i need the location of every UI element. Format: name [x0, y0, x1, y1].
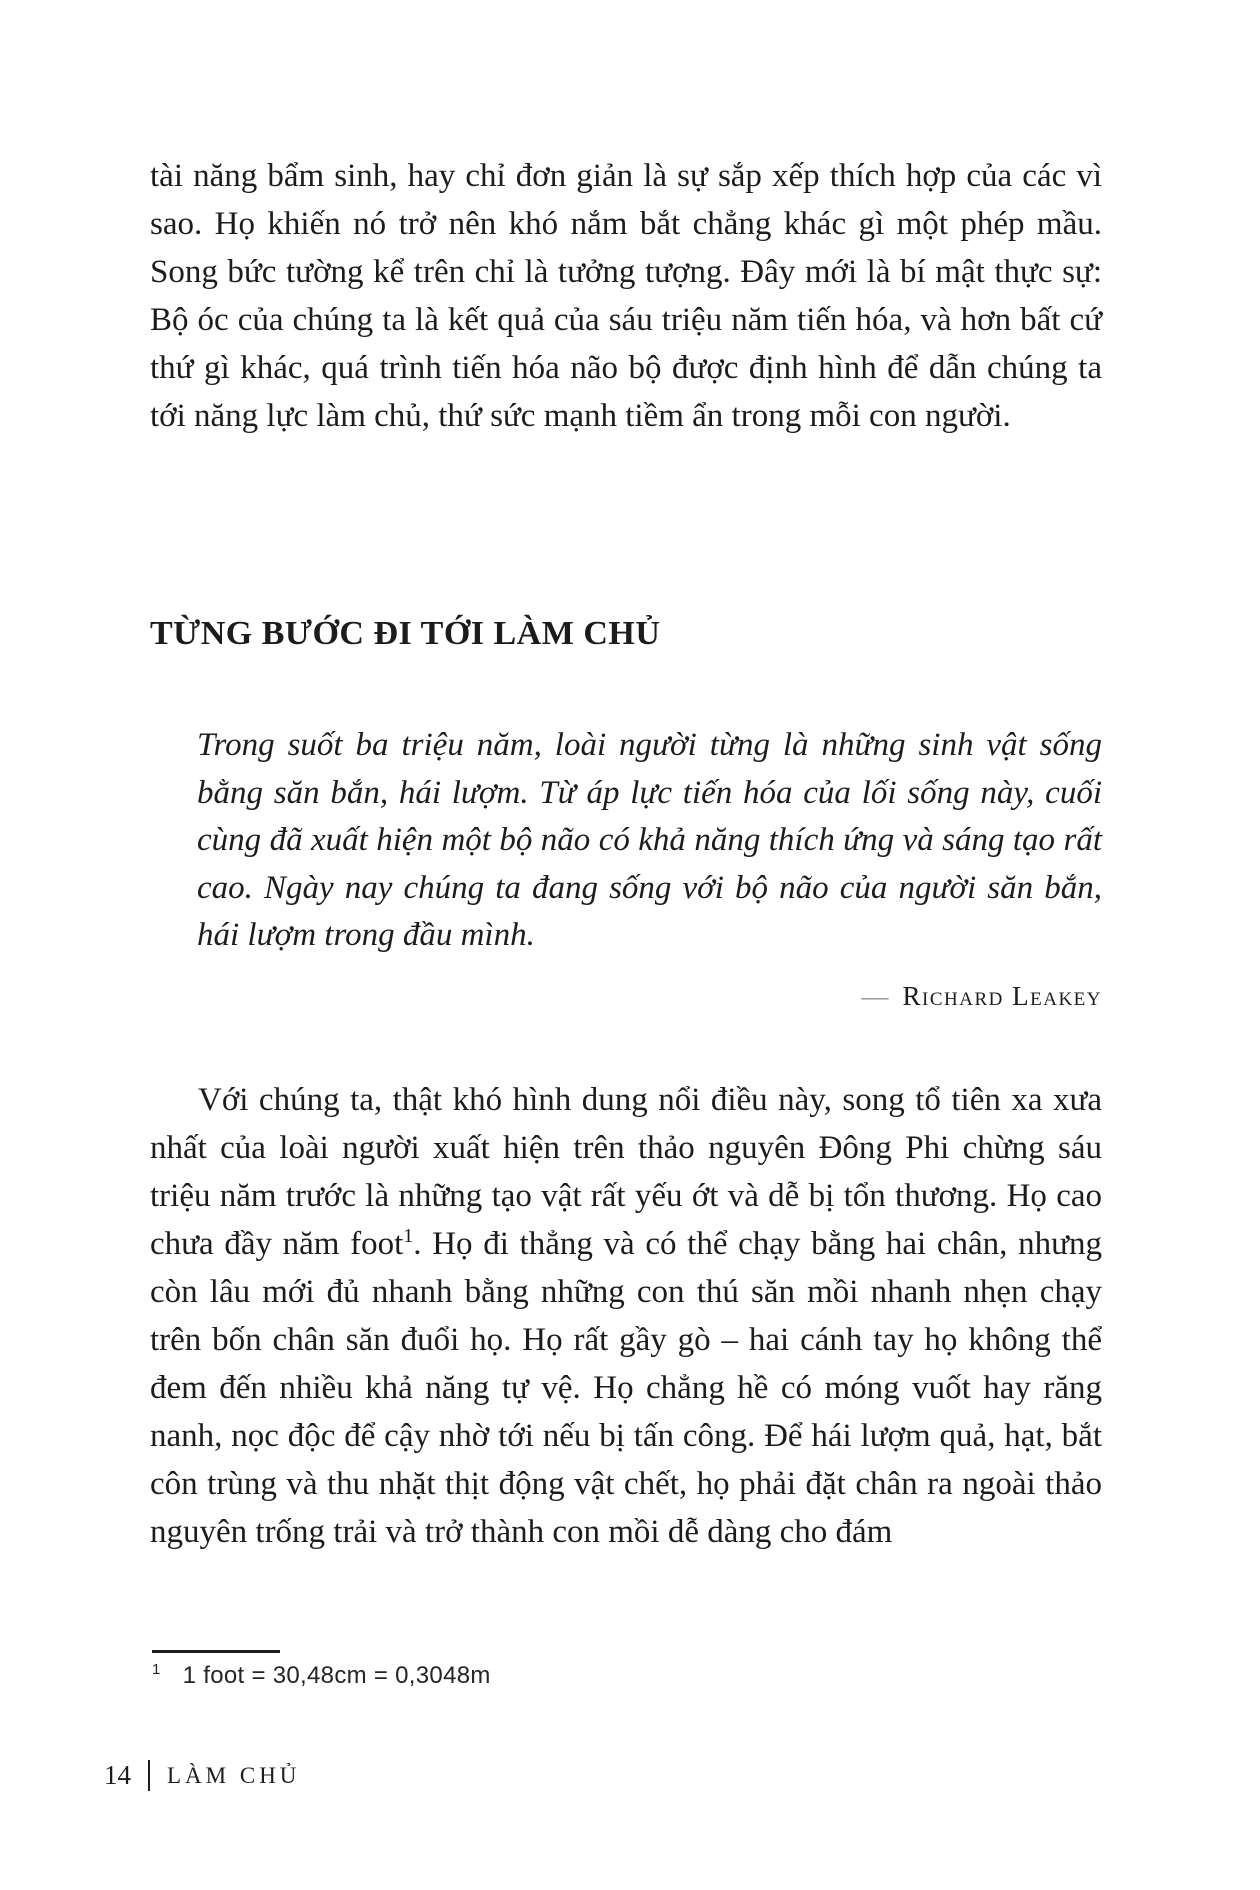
footnote-text: 1 foot = 30,48cm = 0,3048m: [182, 1662, 491, 1689]
attribution-name: Richard Leakey: [902, 981, 1102, 1011]
main-paragraph-text-before-ref: Với chúng ta, thật khó hình dung nổi điều này, song tổ tiên xa xưa nhất của loài người xuất hiện trên thảo nguyên Đông Phi chừng sáu triệu năm trước là những tạo vật rất yếu ớt và dễ bị tổn thương. Họ cao chưa đầy năm foot: [150, 1082, 1102, 1262]
footnote-divider: [152, 1650, 280, 1653]
section-heading: TỪNG BƯỚC ĐI TỚI LÀM CHỦ: [150, 615, 661, 652]
book-title: LÀM CHỦ: [167, 1762, 301, 1788]
main-paragraph: [150, 1076, 1102, 1556]
footnote-reference: 1: [403, 1225, 414, 1247]
footer-divider: [148, 1760, 150, 1791]
page-footer: [104, 1760, 300, 1791]
footnote-marker: 1: [152, 1661, 161, 1678]
quote-attribution: [150, 981, 1102, 1012]
page-number: 14: [104, 1760, 131, 1790]
block-quote: Trong suốt ba triệu năm, loài người từng là những sinh vật sống bằng săn bắn, hái lượm. Từ áp lực tiến hóa của lối sống này, cuối cùng đã xuất hiện một bộ não có khả năng thích ứng và sáng tạo rất cao. Ngày nay chúng ta đang sống với bộ não của người săn bắn, hái lượm trong đầu mình.: [197, 727, 1102, 953]
main-paragraph-text-after-ref: . Họ đi thẳng và có thể chạy bằng hai chân, nhưng còn lâu mới đủ nhanh bằng những con thú săn mồi nhanh nhẹn chạy trên bốn chân săn đuổi họ. Họ rất gầy gò – hai cánh tay họ không thể đem đến nhiều khả năng tự vệ. Họ chẳng hề có móng vuốt hay răng nanh, nọc độc để cậy nhờ tới nếu bị tấn công. Để hái lượm quả, hạt, bắt côn trùng và thu nhặt thịt động vật chết, họ phải đặt chân ra ngoài thảo nguyên trống trải và trở thành con mồi dễ dàng cho đám: [150, 1226, 1102, 1550]
attribution-dash: —: [861, 981, 889, 1011]
footnote: [152, 1662, 491, 1690]
opening-paragraph: tài năng bẩm sinh, hay chỉ đơn giản là sự sắp xếp thích hợp của các vì sao. Họ khiến nó trở nên khó nắm bắt chẳng khác gì một phép mầu. Song bức tường kể trên chỉ là tưởng tượng. Đây mới là bí mật thực sự: Bộ óc của chúng ta là kết quả của sáu triệu năm tiến hóa, và hơn bất cứ thứ gì khác, quá trình tiến hóa não bộ được định hình để dẫn chúng ta tới năng lực làm chủ, thứ sức mạnh tiềm ẩn trong mỗi con người.: [150, 158, 1102, 434]
